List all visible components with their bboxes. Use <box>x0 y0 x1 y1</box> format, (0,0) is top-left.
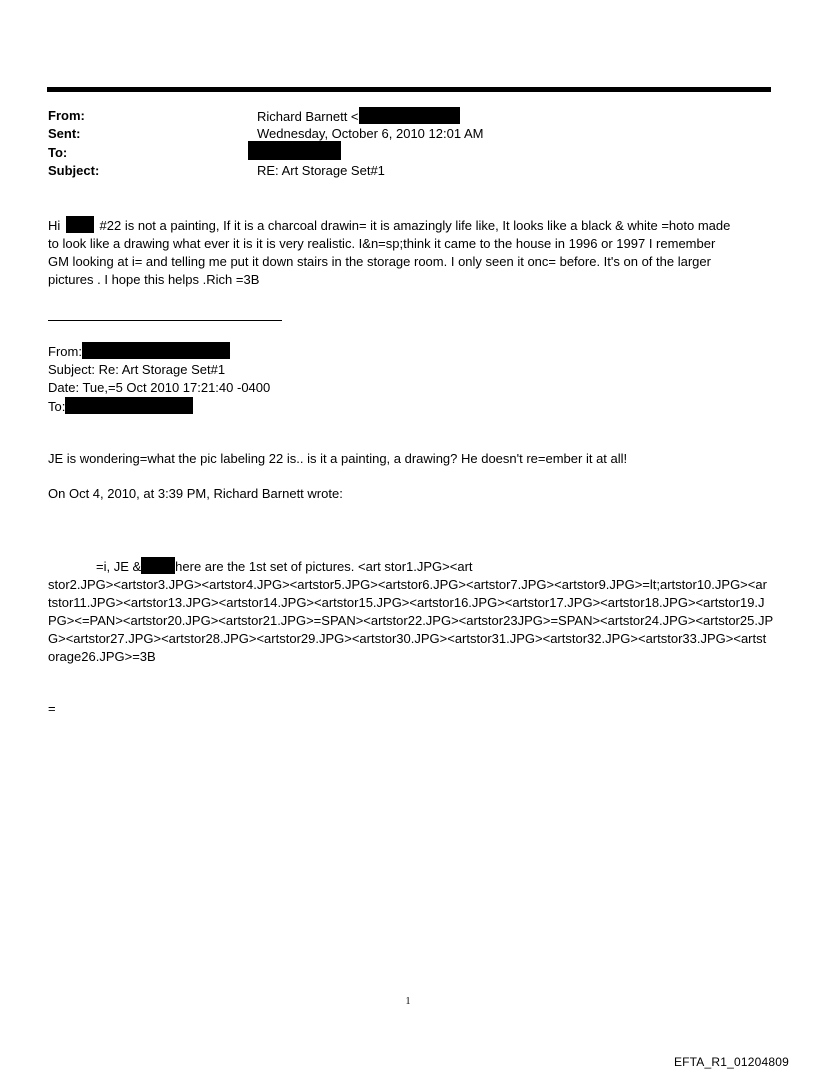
quoted-date-line: Date: Tue,=5 Oct 2010 17:21:40 -0400 <box>48 380 271 395</box>
on-wrote-line: On Oct 4, 2010, at 3:39 PM, Richard Barnett wrote: <box>48 486 343 501</box>
sent-value: Wednesday, October 6, 2010 12:01 AM <box>257 126 484 141</box>
original-line-6: orage26.JPG>=3B <box>48 649 156 664</box>
reply-line-2: to look like a drawing what ever it is it is very realistic. I&n=sp;think it came to the house in 1996 or 1997 I remember <box>48 236 716 251</box>
quoted-from-label: From: <box>48 344 82 359</box>
quoted-to-line <box>48 397 773 416</box>
from-value-text: Richard Barnett < <box>257 109 359 124</box>
redaction-box <box>65 397 193 414</box>
quoted-body: JE is wondering=what the pic labeling 22 is.. is it a painting, a drawing? He doesn't re=ember it at all! <box>48 451 628 466</box>
reply-line-3: GM looking at i= and telling me put it down stairs in the storage room. I only seen it onc= before. It's on of the larger <box>48 254 711 269</box>
quoted-header <box>48 342 773 416</box>
page-number: 1 <box>405 996 411 1007</box>
reply-greeting: Hi <box>48 218 61 233</box>
original-line-4: PG><=PAN><artstor20.JPG><artstor21.JPG>=SPAN><artstor22.JPG><artstor23JPG>=SPAN><artstor24.JPG><artstor25.JP <box>48 613 774 628</box>
reply-line-4: pictures . I hope this helps .Rich =3B <box>48 272 260 287</box>
subject-value: RE: Art Storage Set#1 <box>257 163 385 178</box>
sent-label: Sent: <box>48 126 81 141</box>
original-greeting: =i, JE & <box>96 559 142 574</box>
header-rule <box>47 87 771 92</box>
redaction-box <box>66 216 94 233</box>
original-line-1-text: here are the 1st set of pictures. <art stor1.JPG><art <box>175 559 473 574</box>
reply-body <box>48 216 773 289</box>
bates-number: EFTA_R1_01204809 <box>673 1055 789 1069</box>
reply-line-1 <box>48 216 773 235</box>
original-trailer: = <box>48 701 56 716</box>
quoted-from-line <box>48 342 773 361</box>
original-line-2: stor2.JPG><artstor3.JPG><artstor4.JPG><artstor5.JPG><artstor6.JPG><artstor7.JPG><artstor9.JPG>=lt;artstor10.JPG><ar <box>48 577 767 592</box>
redaction-box <box>82 342 230 359</box>
to-label: To: <box>48 145 68 160</box>
original-body <box>48 557 773 666</box>
to-redaction-box <box>248 141 341 160</box>
original-line-1 <box>48 557 773 576</box>
redaction-box <box>359 107 460 124</box>
quoted-subject-line: Subject: Re: Art Storage Set#1 <box>48 362 226 377</box>
original-line-3: tstor11.JPG><artstor13.JPG><artstor14.JPG><artstor15.JPG><artstor16.JPG><artstor17.JPG><artstor18.JPG><artstor19.J <box>48 595 765 610</box>
subject-label: Subject: <box>48 163 100 178</box>
reply-line-1-text: #22 is not a painting, If it is a charcoal drawin= it is amazingly life like, It looks like a black & white =hoto made <box>99 218 731 233</box>
from-label: From: <box>48 108 85 123</box>
redaction-box <box>141 557 175 574</box>
quoted-to-label: To: <box>48 399 66 414</box>
from-value <box>257 107 460 126</box>
original-line-5: G><artstor27.JPG><artstor28.JPG><artstor29.JPG><artstor30.JPG><artstor31.JPG><artstor32.JPG><artstor33.JPG><artst <box>48 631 767 646</box>
quote-separator <box>48 320 282 321</box>
